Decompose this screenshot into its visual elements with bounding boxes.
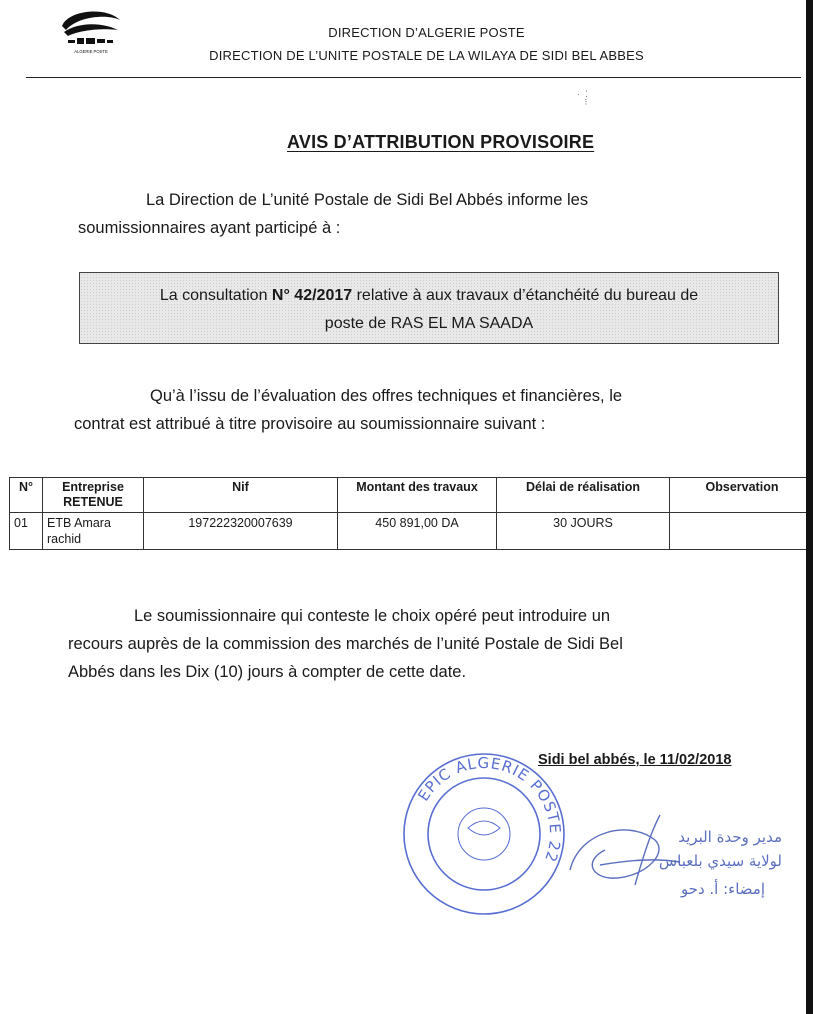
- cell-observation: [670, 513, 813, 550]
- header-direction: DIRECTION D’ALGERIE POSTE: [328, 25, 525, 40]
- table-row: [10, 513, 813, 550]
- cell-delai: 30 JOURS: [497, 513, 670, 550]
- cell-entreprise: ETB Amara rachid: [43, 513, 144, 550]
- intro-paragraph: [78, 186, 752, 242]
- header-montant: Montant des travaux: [338, 478, 497, 513]
- svg-text:إمضاء: أ. دحو: إمضاء: أ. دحو: [680, 880, 765, 898]
- intro-line-1: La Direction de L’unité Postale de Sidi Bel Abbés informe les: [146, 191, 589, 209]
- header-divider: [26, 77, 801, 78]
- evaluation-line-1: Qu’à l’issu de l’évaluation des offres techniques et financières, le: [150, 387, 623, 405]
- cell-nif: 197222320007639: [144, 513, 338, 550]
- official-stamp: [398, 748, 570, 920]
- svg-text:مدير وحدة البريد: مدير وحدة البريد: [678, 828, 782, 846]
- header-observation: Observation: [670, 478, 813, 513]
- recours-paragraph: [68, 602, 772, 686]
- svg-text:EPIC ALGERIE POSTE 22: EPIC ALGERIE POSTE 22: [414, 753, 565, 865]
- svg-text:ALGERIE POSTE: ALGERIE POSTE: [74, 49, 108, 54]
- svg-text:لولاية سيدي بلعباس: لولاية سيدي بلعباس: [658, 852, 782, 870]
- consultation-line-1: [80, 282, 778, 310]
- recours-line-2: recours auprès de la commission des marchés de l’unité Postale de Sidi Bel: [68, 635, 623, 653]
- document-title: AVIS D’ATTRIBUTION PROVISOIRE: [287, 132, 595, 152]
- consultation-prefix: La consultation: [159, 287, 272, 304]
- handwritten-signature: [560, 810, 790, 920]
- cell-no: 01: [10, 513, 43, 550]
- scan-specks: · ⁚ ⁝: [577, 89, 588, 107]
- evaluation-line-2: contrat est attribué à titre provisoire au soumissionnaire suivant :: [74, 415, 546, 433]
- consultation-number: N° 42/2017: [271, 287, 353, 304]
- header-nif: Nif: [144, 478, 338, 513]
- consultation-line-2: poste de RAS EL MA SAADA: [324, 315, 534, 332]
- date-line: Sidi bel abbés, le 11/02/2018: [538, 752, 732, 768]
- header-no: N°: [10, 478, 43, 513]
- table-header-row: [10, 478, 813, 513]
- header-entreprise: Entreprise RETENUE: [43, 478, 144, 513]
- cell-montant: 450 891,00 DA: [338, 513, 497, 550]
- header-delai: Délai de réalisation: [497, 478, 670, 513]
- attribution-table: [9, 477, 813, 550]
- header-unit: DIRECTION DE L’UNITE POSTALE DE LA WILAYA DE SIDI BEL ABBES: [209, 48, 644, 63]
- evaluation-paragraph: [74, 382, 734, 438]
- consultation-rest: relative à aux travaux d’étanchéité du bureau de: [352, 287, 699, 304]
- scan-edge: [806, 0, 813, 1014]
- recours-line-1: Le soumissionnaire qui conteste le choix opéré peut introduire un: [134, 607, 611, 625]
- recours-line-3: Abbés dans les Dix (10) jours à compter de cette date.: [68, 663, 467, 681]
- consultation-box: [79, 272, 779, 344]
- intro-line-2: soumissionnaires ayant participé à :: [78, 219, 341, 237]
